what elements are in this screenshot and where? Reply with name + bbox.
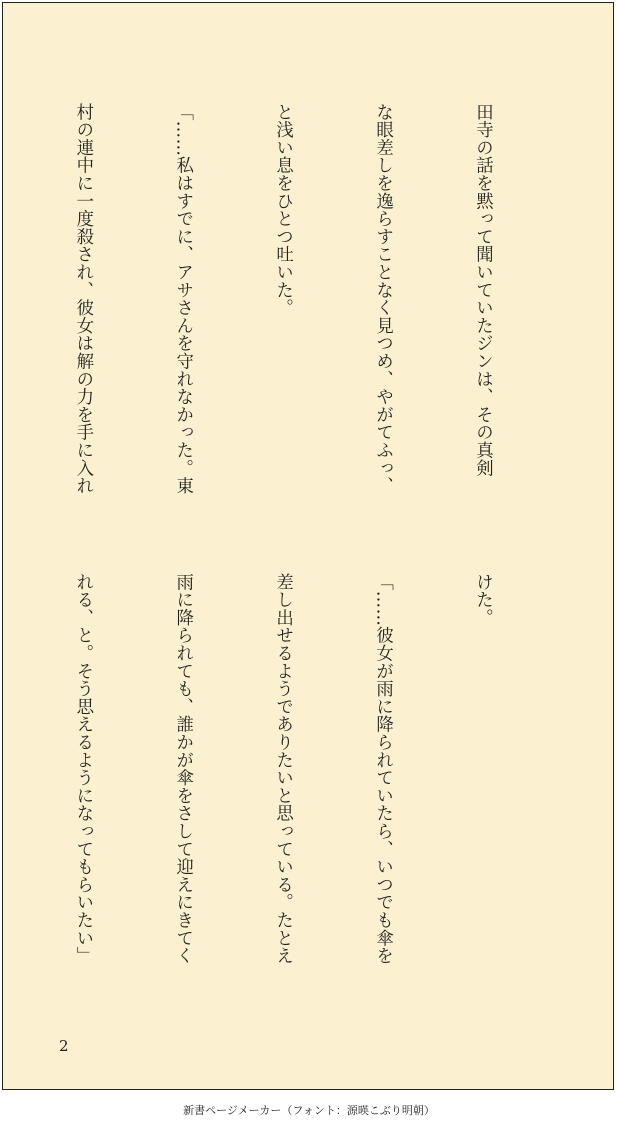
- text-line: 「……彼女が雨に降られていたら、いつでも傘を: [372, 573, 393, 965]
- text-line: 雨に降られても、誰かが傘をさして迎えにきてく: [172, 573, 193, 965]
- text-line: れる、と。そう思えるようになってもらいたい」: [72, 573, 93, 965]
- text-line: 村の連中に一度殺され、彼女は解の力を手に入れ: [72, 103, 93, 495]
- page-number: 2: [59, 1037, 69, 1055]
- text-line: と浅い息をひとつ吐いた。: [272, 103, 293, 317]
- text-line: 差し出せるようでありたいと思っている。たとえ: [272, 573, 293, 965]
- text-block-top: [0, 103, 565, 563]
- text-line: 田寺の話を黙って聞いていたジンは、その真剣: [472, 103, 493, 477]
- footer-credit: 新書ページメーカー（フォント：源暎こぶり明朝）: [183, 1104, 435, 1117]
- text-line: けた。: [472, 573, 493, 627]
- text-block-bottom: [0, 573, 565, 1033]
- novel-page: [2, 2, 614, 1090]
- text-line: な眼差しを逸らすことなく見つめ、やがてふっ、: [372, 103, 393, 495]
- text-line: 「……私はすでに、アサさんを守れなかった。東: [172, 103, 193, 495]
